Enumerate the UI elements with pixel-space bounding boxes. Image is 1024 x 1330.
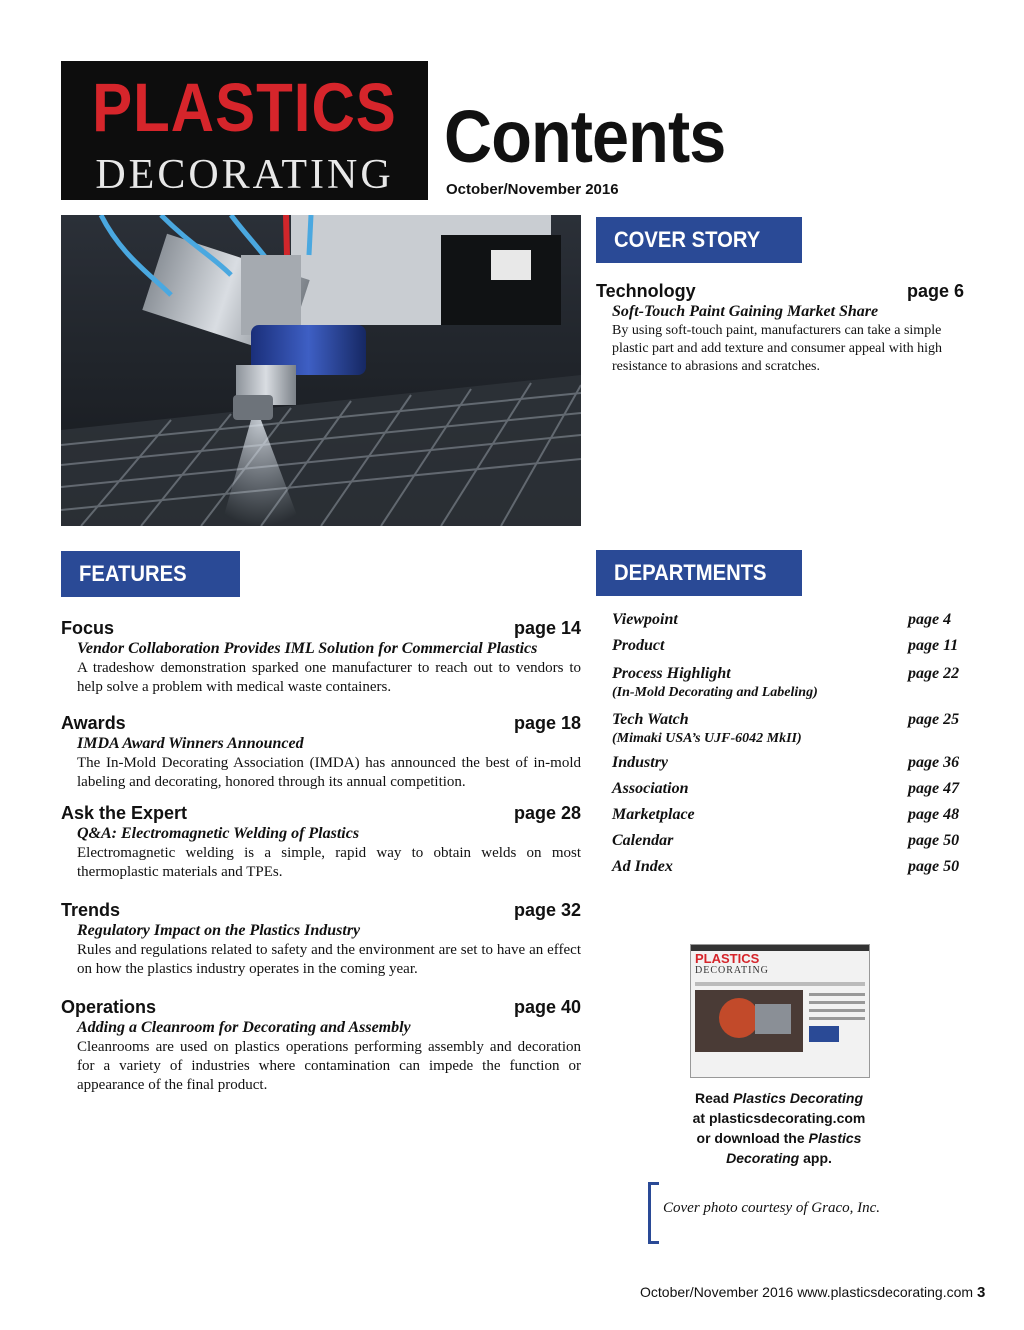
- app-promo: [672, 1088, 886, 1168]
- feature-headline: Q&A: Electromagnetic Welding of Plastics: [77, 825, 360, 842]
- department-page: page 50: [908, 832, 960, 849]
- feature-description: Rules and regulations related to safety and the environment are set to have an effect on how the plastics industry operates in the coming year.: [77, 942, 581, 977]
- website-thumbnail[interactable]: [690, 944, 870, 1078]
- department-page: page 36: [908, 754, 960, 771]
- page-number: 3: [977, 1284, 986, 1301]
- promo-app: app.: [799, 1150, 832, 1166]
- feature-page: page 18: [513, 713, 581, 733]
- department-page: page 25: [908, 711, 960, 728]
- thumb-sidebar: [809, 990, 865, 1052]
- thumb-logo: [691, 951, 869, 979]
- department-name: Tech Watch: [612, 711, 689, 728]
- logo-line-2: DECORATING: [95, 152, 394, 198]
- department-item: [612, 636, 964, 656]
- department-item: [612, 710, 964, 747]
- cover-story-header: [596, 217, 802, 263]
- thumb-logo-line-2: DECORATING: [695, 965, 769, 976]
- thumb-hero-image: [695, 990, 803, 1052]
- department-name: Association: [612, 780, 689, 797]
- thumb-logo-line-1: PLASTICS: [695, 951, 760, 966]
- cover-story-entry: [596, 280, 964, 376]
- cover-photo: [61, 215, 581, 526]
- feature-item-ask-the-expert: [61, 802, 581, 882]
- feature-heading-row: [61, 712, 581, 734]
- feature-category: Operations: [61, 997, 157, 1017]
- feature-item-operations: [61, 996, 581, 1095]
- feature-category: Awards: [61, 713, 126, 733]
- department-note: (In-Mold Decorating and Labeling): [612, 685, 818, 700]
- feature-headline: IMDA Award Winners Announced: [77, 735, 304, 752]
- cover-story-page: page 6: [906, 281, 964, 301]
- feature-category: Trends: [61, 900, 121, 920]
- thumb-content: [695, 990, 865, 1052]
- feature-heading-row: [61, 996, 581, 1018]
- feature-item-awards: [61, 712, 581, 792]
- department-name: Product: [612, 637, 665, 654]
- thumb-nav-bar: [695, 982, 865, 986]
- department-item: [612, 753, 964, 773]
- departments-header: [596, 550, 802, 596]
- department-item: [612, 610, 964, 630]
- department-name: Calendar: [612, 832, 674, 849]
- department-page: page 4: [908, 611, 952, 628]
- department-name: Viewpoint: [612, 611, 678, 628]
- feature-description: The In-Mold Decorating Association (IMDA) has announced the best of in-mold labeling and decorating, honored through its annual competition.: [77, 755, 581, 790]
- cover-story-description: By using soft-touch paint, manufacturers can take a simple plastic part and add texture and consumer appeal with high resistance to abrasions and scratches.: [612, 323, 943, 374]
- departments-header-label: DEPARTMENTS: [614, 560, 767, 585]
- logo-line-1: PLASTICS: [92, 68, 397, 146]
- department-note: (Mimaki USA’s UJF-6042 MkII): [612, 731, 802, 746]
- footer-text: October/November 2016 www.plasticsdecorating.com: [640, 1284, 974, 1300]
- department-name: Ad Index: [612, 858, 673, 875]
- feature-item-focus: [61, 617, 581, 697]
- photo-credit: Cover photo courtesy of Graco, Inc.: [663, 1200, 881, 1216]
- department-item: [612, 664, 964, 701]
- spray-nozzle-illustration: [61, 215, 581, 526]
- feature-headline: Regulatory Impact on the Plastics Industry: [77, 922, 361, 939]
- department-page: page 47: [908, 780, 960, 797]
- promo-app-name-1: Plastics: [808, 1130, 862, 1146]
- department-item: [612, 831, 964, 851]
- departments-list: [612, 610, 964, 883]
- promo-pub-name: Plastics Decorating: [733, 1090, 864, 1106]
- feature-headline: Adding a Cleanroom for Decorating and Assembly: [77, 1019, 411, 1036]
- feature-page: page 14: [513, 618, 581, 638]
- cover-story-heading-row: [596, 280, 964, 302]
- cover-story-category: Technology: [596, 281, 696, 301]
- department-name: Process Highlight: [612, 665, 731, 682]
- feature-category: Ask the Expert: [61, 803, 188, 823]
- bracket-decoration: [648, 1182, 659, 1244]
- cover-story-header-label: COVER STORY: [614, 227, 761, 252]
- promo-app-name-2: Decorating: [726, 1150, 800, 1166]
- promo-read: Read: [694, 1090, 734, 1106]
- feature-page: page 28: [513, 803, 581, 823]
- department-page: page 48: [908, 806, 960, 823]
- department-page: page 11: [908, 637, 959, 654]
- feature-headline: Vendor Collaboration Provides IML Solution for Commercial Plastics: [77, 640, 538, 657]
- page-footer: [640, 1282, 985, 1303]
- department-item: [612, 857, 964, 877]
- feature-heading-row: [61, 899, 581, 921]
- issue-date: October/November 2016: [446, 181, 619, 198]
- department-name: Industry: [612, 754, 669, 771]
- feature-description: Electromagnetic welding is a simple, rapid way to obtain welds on most thermoplastic materials and TPEs.: [77, 845, 581, 880]
- feature-page: page 40: [513, 997, 581, 1017]
- promo-website[interactable]: at plasticsdecorating.com: [692, 1110, 866, 1126]
- promo-or-download: or download the: [696, 1130, 809, 1146]
- page-title: Contents: [444, 95, 726, 178]
- department-page: page 50: [908, 858, 960, 875]
- feature-heading-row: [61, 802, 581, 824]
- feature-heading-row: [61, 617, 581, 639]
- feature-item-trends: [61, 899, 581, 979]
- feature-description: A tradeshow demonstration sparked one manufacturer to reach out to vendors to help solve a problem with medical waste containers.: [77, 660, 581, 695]
- feature-category: Focus: [61, 618, 115, 638]
- department-name: Marketplace: [612, 806, 695, 823]
- features-header-label: FEATURES: [79, 561, 187, 586]
- feature-description: Cleanrooms are used on plastics operations performing assembly and decoration for a variety of industries where contamination can impede the function or appearance of the final product.: [77, 1039, 581, 1093]
- department-item: [612, 779, 964, 799]
- cover-story-headline: Soft-Touch Paint Gaining Market Share: [612, 303, 879, 320]
- feature-page: page 32: [513, 900, 581, 920]
- department-page: page 22: [908, 665, 960, 682]
- department-item: [612, 805, 964, 825]
- features-header: [61, 551, 240, 597]
- publication-logo: [61, 61, 428, 200]
